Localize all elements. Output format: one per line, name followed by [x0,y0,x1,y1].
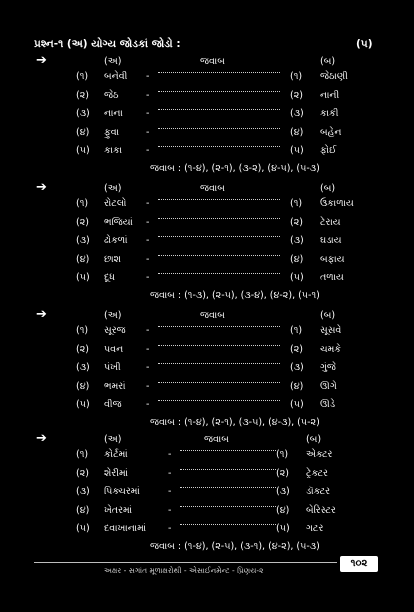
answer-blank-line [158,236,280,237]
answer-heading: જવાબ [200,56,225,67]
left-item-number: (૪) [76,253,90,265]
dash-separator: - [146,198,150,209]
right-item-number: (૩) [290,362,304,374]
right-item-number: (૧) [276,449,289,460]
right-item-number: (૩) [290,235,304,247]
question-marks: (૫) [356,38,373,50]
left-item-number: (૪) [76,504,90,516]
answer-blank-line [180,469,276,470]
right-item-word: ઊડે [320,399,336,411]
answer-heading: જવાબ [204,434,229,445]
column-a-label: (અ) [104,310,122,321]
dash-separator: - [146,89,150,101]
right-item-word: જેઠાણી [320,71,348,82]
left-item-word: પંખી [104,362,121,374]
column-b-label: (બ) [320,310,336,321]
right-item-number: (૨) [290,89,303,101]
left-item-word: કોર્ટમાં [104,449,128,460]
left-item-number: (૧) [76,449,89,460]
left-item-word: ફુવા [104,126,120,138]
dash-separator: - [146,343,150,355]
right-item-word: ગટર [306,523,324,535]
right-item-number: (૨) [290,216,303,228]
left-item-number: (૧) [76,325,89,336]
answer-blank-line [158,382,280,383]
left-item-number: (૪) [76,380,90,392]
left-item-number: (૩) [76,235,90,247]
right-item-word: ઊગે [320,380,337,392]
left-item-word: વીજ [104,399,122,411]
left-item-number: (૧) [76,71,89,82]
dash-separator: - [168,504,172,516]
dash-separator: - [168,467,172,479]
answer-blank-line [180,450,276,451]
left-item-number: (૧) [76,198,89,209]
dash-separator: - [146,399,150,411]
question-title: પ્રશ્ન-૧ (અ) યોગ્ય જોડકાં જોડો : [34,38,181,50]
right-item-word: તળાય [320,272,344,284]
left-item-number: (૨) [76,216,89,228]
right-item-number: (૧) [290,325,303,336]
dash-separator: - [146,216,150,228]
left-item-number: (૨) [76,343,89,355]
answer-blank-line [158,72,280,73]
right-item-word: નાની [320,89,340,101]
right-item-word: ટેરાય [320,216,341,228]
right-item-number: (૨) [276,467,289,479]
column-a-label: (અ) [104,56,122,67]
right-item-word: ગુંજે [320,362,336,374]
answer-key: જવાબ : (૧-૩), (૨-૫), (૩-૪), (૪-૨), (૫-૧) [150,290,320,302]
left-item-word: શેરીમાં [104,467,128,479]
right-item-number: (૫) [290,145,304,157]
left-item-number: (૫) [76,523,90,535]
answer-blank-line [158,109,280,110]
right-item-word: ફોઈ [320,145,337,157]
left-item-word: રોટલો [104,198,127,209]
column-a-label: (અ) [104,183,122,194]
left-item-word: કાકા [104,145,123,157]
column-b-label: (બ) [306,434,322,445]
answer-blank-line [158,400,280,401]
answer-heading: જવાબ [200,310,225,321]
left-item-word: પિક્ચરમાં [104,486,140,498]
dash-separator: - [168,523,172,535]
left-item-number: (૩) [76,486,90,498]
right-item-word: ટ્રેક્ટર [306,467,328,479]
column-b-label: (બ) [320,183,336,194]
column-b-label: (બ) [320,56,336,67]
left-item-word: જેઠ [104,89,119,101]
dash-separator: - [168,449,172,460]
right-item-number: (૧) [290,198,303,209]
arrow-icon: ➔ [36,431,47,446]
left-item-number: (૨) [76,467,89,479]
right-item-number: (૫) [290,399,304,411]
dash-separator: - [168,486,172,498]
right-item-word: સૂસવે [320,325,342,336]
left-item-number: (૫) [76,399,90,411]
left-item-number: (૨) [76,89,89,101]
arrow-icon: ➔ [36,53,47,68]
answer-blank-line [158,363,280,364]
dash-separator: - [146,272,150,284]
answer-blank-line [158,345,280,346]
left-item-number: (૪) [76,126,90,138]
dash-separator: - [146,126,150,138]
arrow-icon: ➔ [36,180,47,195]
right-item-word: બેરિસ્ટર [306,504,336,516]
left-item-word: બનેવી [104,71,128,82]
left-item-word: ઢોકળાં [104,235,128,247]
answer-blank-line [158,218,280,219]
right-item-word: એક્ટર [306,449,333,460]
left-item-word: નાના [104,108,123,120]
left-item-number: (૫) [76,145,90,157]
answer-key: જવાબ : (૧-૪), (૨-૧), (૩-૨), (૪-૫), (૫-૩) [150,163,320,175]
right-item-word: કાકી [320,108,339,120]
right-item-number: (૪) [290,253,304,265]
arrow-icon: ➔ [36,307,47,322]
right-item-number: (૪) [290,126,304,138]
right-item-number: (૫) [290,272,304,284]
right-item-number: (૪) [276,504,290,516]
footer-divider [34,562,337,563]
right-item-number: (૪) [290,380,304,392]
right-item-word: બફાય [320,253,345,265]
right-item-word: બહેન [320,126,342,138]
right-item-number: (૫) [276,523,290,535]
answer-blank-line [158,255,280,256]
column-a-label: (અ) [104,434,122,445]
answer-heading: જવાબ [200,183,225,194]
left-item-word: દવાખાનામાં [104,523,147,535]
dash-separator: - [146,253,150,265]
left-item-word: પવન [104,343,124,355]
left-item-word: સૂરજ [104,325,126,336]
left-item-word: ભજિયાં [104,216,133,228]
left-item-word: ભમરાં [104,380,126,392]
left-item-number: (૩) [76,108,90,120]
right-item-number: (૧) [290,71,303,82]
dash-separator: - [146,71,150,82]
dash-separator: - [146,108,150,120]
dash-separator: - [146,325,150,336]
answer-blank-line [158,199,280,200]
left-item-number: (૫) [76,272,90,284]
answer-key: જવાબ : (૧-૪), (૨-૫), (૩-૧), (૪-૨), (૫-૩) [150,541,320,553]
answer-blank-line [158,91,280,92]
answer-blank-line [180,524,276,525]
right-item-word: ઘડાય [320,235,342,247]
dash-separator: - [146,380,150,392]
page-number: ૧૦૨ [340,556,378,572]
right-item-number: (૩) [276,486,290,498]
dash-separator: - [146,145,150,157]
answer-blank-line [158,326,280,327]
answer-blank-line [180,487,276,488]
left-item-number: (૩) [76,362,90,374]
answer-blank-line [158,146,280,147]
dash-separator: - [146,235,150,247]
answer-blank-line [158,128,280,129]
right-item-number: (૨) [290,343,303,355]
right-item-number: (૩) [290,108,304,120]
right-item-word: ચમકે [320,343,342,355]
answer-blank-line [158,273,280,274]
right-item-word: ડૉક્ટર [306,486,331,498]
answer-blank-line [180,506,276,507]
left-item-word: છાશ [104,253,121,265]
footer-text: અક્ષર - સગાંત મૂળાક્ષરોથી - એસાઈનમેન્ટ - પ્રિણય-૨ [104,566,264,575]
dash-separator: - [146,362,150,374]
answer-key: જવાબ : (૧-૪), (૨-૧), (૩-૫), (૪-૩), (૫-૨) [150,417,320,429]
left-item-word: દૂધ [104,272,116,284]
left-item-word: ખેતરમાં [104,504,133,516]
right-item-word: ઉકાળાય [320,198,354,209]
